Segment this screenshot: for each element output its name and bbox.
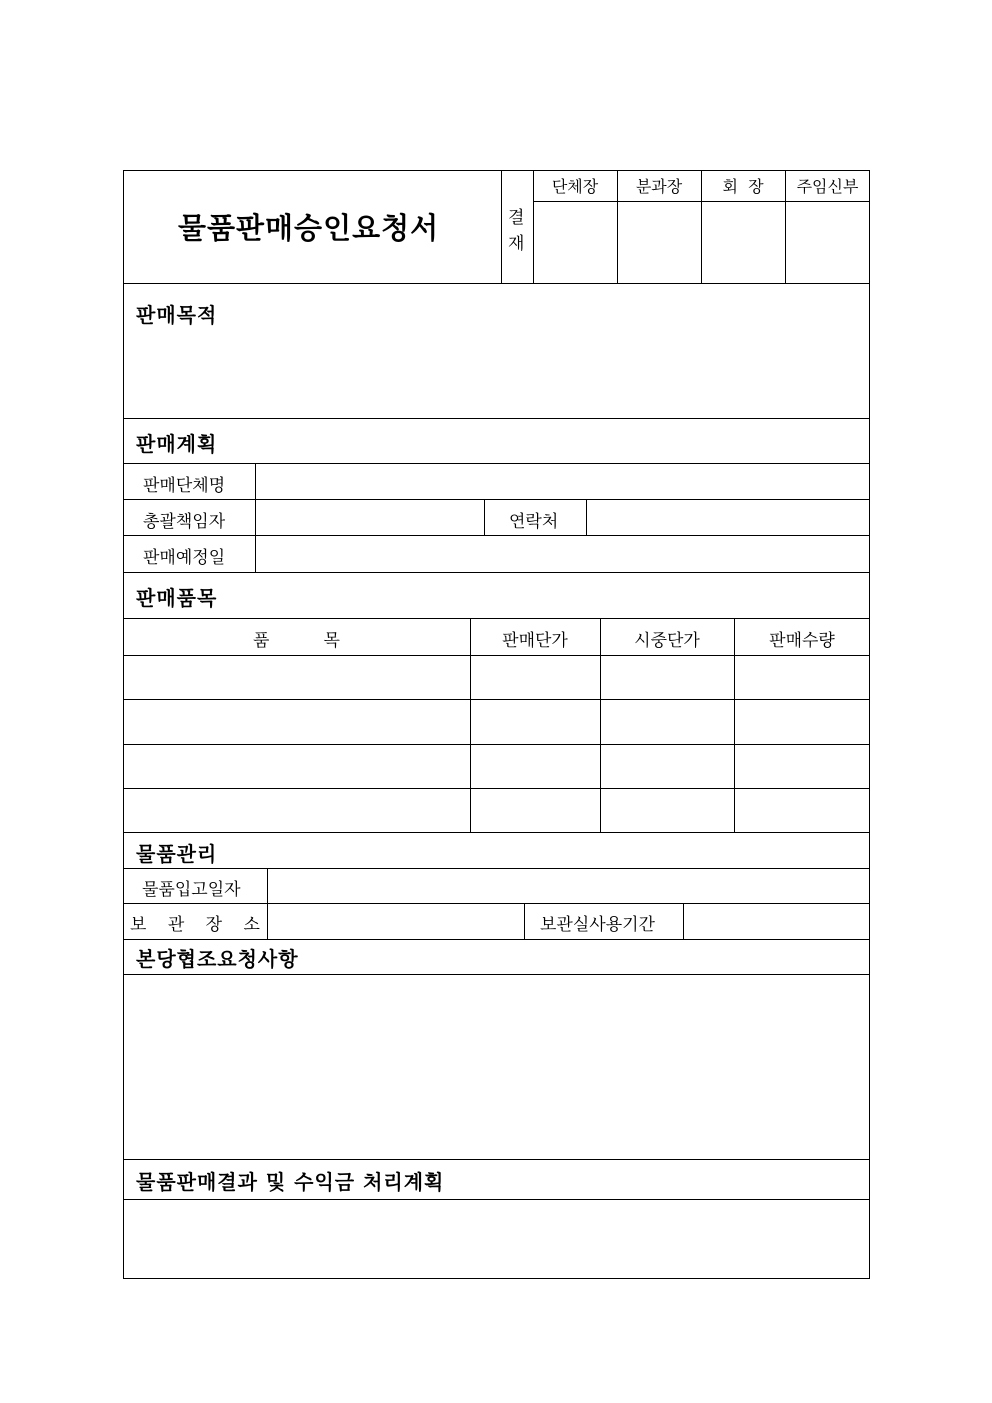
approval-column-group-head: 단체장 [551,177,599,196]
items-header-quantity: 판매수량 [769,631,835,651]
manager-field[interactable] [256,500,484,535]
row-line [123,939,870,940]
table-row[interactable] [124,789,470,832]
section-management: 물품관리 [136,842,218,866]
section-purpose: 판매목적 [136,303,218,327]
purpose-input-area[interactable] [124,328,869,418]
col-line [484,499,485,535]
label-manager: 총괄책임자 [143,512,226,532]
section-result: 물품판매결과 및 수익금 처리계획 [136,1170,445,1194]
section-items: 판매품목 [136,586,218,610]
header-divider [501,170,502,283]
label-arrival-date: 물품입고일자 [142,880,241,900]
signature-box-division-head[interactable] [618,202,701,283]
approval-column-division-head: 분과장 [635,177,683,196]
approval-column-president: 회 장 [722,177,764,196]
label-storage-period: 보관실사용기간 [540,915,655,935]
row-line [123,832,870,833]
label-storage: 보 관 장 소 [130,915,268,935]
row-line [123,572,870,573]
signature-box-pastor[interactable] [786,202,869,283]
section-plan: 판매계획 [136,432,218,456]
storage-field[interactable] [268,904,524,939]
row-line [123,618,870,619]
approval-label-top: 결 [508,208,525,228]
row-line [123,418,870,419]
sale-date-field[interactable] [256,536,869,572]
signature-box-group-head[interactable] [534,202,617,283]
section-cooperation: 본당협조요청사항 [136,947,299,971]
items-header-market-price: 시중단가 [634,631,700,651]
contact-field[interactable] [587,500,869,535]
row-line [123,1159,870,1160]
items-header-name: 품 목 [253,631,340,651]
arrival-date-field[interactable] [268,869,869,903]
label-contact: 연락처 [509,512,559,532]
label-sale-date: 판매예정일 [143,548,226,568]
label-group-name: 판매단체명 [143,476,226,496]
items-header-unit-price: 판매단가 [502,631,568,651]
col-line [524,903,525,939]
storage-period-field[interactable] [684,904,869,939]
row-line [123,283,870,284]
approval-column-pastor: 주임신부 [796,177,859,196]
group-name-field[interactable] [256,464,869,499]
document-title: 물품판매승인요청서 [178,211,440,245]
result-input-area[interactable] [124,1200,869,1278]
cooperation-input-area[interactable] [124,975,869,1159]
table-row[interactable] [124,700,470,744]
table-row[interactable] [124,745,470,788]
approval-label-bottom: 재 [508,234,525,254]
signature-box-president[interactable] [702,202,785,283]
table-row[interactable] [124,656,470,699]
